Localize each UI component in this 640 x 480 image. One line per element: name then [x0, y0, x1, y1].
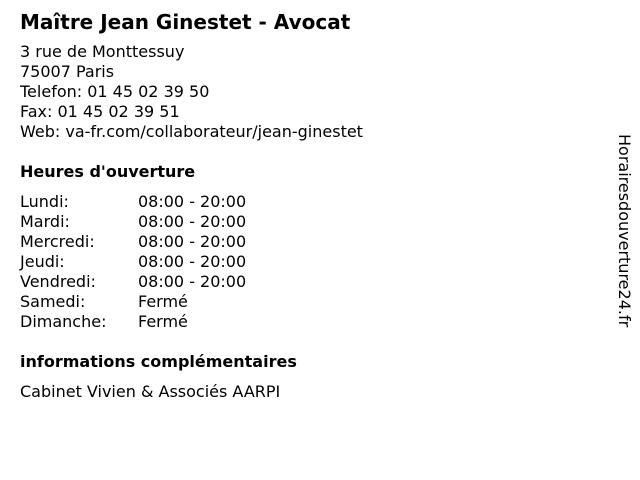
- table-row: [20, 232, 246, 252]
- contact-block: [20, 42, 590, 142]
- hours-value: 08:00 - 20:00: [138, 232, 247, 251]
- table-row: [20, 312, 246, 332]
- fax-number: Fax: 01 45 02 39 51: [20, 102, 180, 121]
- street-address: 3 rue de Monttessuy: [20, 42, 185, 61]
- day-label: Jeudi:: [20, 252, 65, 271]
- table-row: [20, 272, 246, 292]
- phone-number: Telefon: 01 45 02 39 50: [20, 82, 210, 101]
- day-label: Mardi:: [20, 212, 70, 231]
- hours-value: 08:00 - 20:00: [138, 272, 247, 291]
- table-row: [20, 212, 246, 232]
- table-row: [20, 252, 246, 272]
- hours-value: Fermé: [138, 312, 188, 331]
- opening-hours-heading: Heures d'ouverture: [20, 162, 196, 181]
- day-label: Dimanche:: [20, 312, 107, 331]
- additional-info-text: Cabinet Vivien & Associés AARPI: [20, 382, 281, 401]
- hours-value: Fermé: [138, 292, 188, 311]
- city-address: 75007 Paris: [20, 62, 115, 81]
- hours-value: 08:00 - 20:00: [138, 252, 247, 271]
- page-title: Maître Jean Ginestet - Avocat: [20, 10, 351, 34]
- day-label: Vendredi:: [20, 272, 96, 291]
- day-label: Lundi:: [20, 192, 69, 211]
- hours-value: 08:00 - 20:00: [138, 192, 247, 211]
- business-card: [20, 10, 590, 402]
- site-brand-link[interactable]: Horairesdouverture24.fr: [615, 134, 634, 328]
- day-label: Samedi:: [20, 292, 86, 311]
- table-row: [20, 292, 246, 312]
- additional-info-heading: informations complémentaires: [20, 352, 297, 371]
- hours-value: 08:00 - 20:00: [138, 212, 247, 231]
- day-label: Mercredi:: [20, 232, 95, 251]
- opening-hours-table: [20, 192, 246, 332]
- website-link: Web: va-fr.com/collaborateur/jean-ginestet: [20, 122, 363, 141]
- table-row: [20, 192, 246, 212]
